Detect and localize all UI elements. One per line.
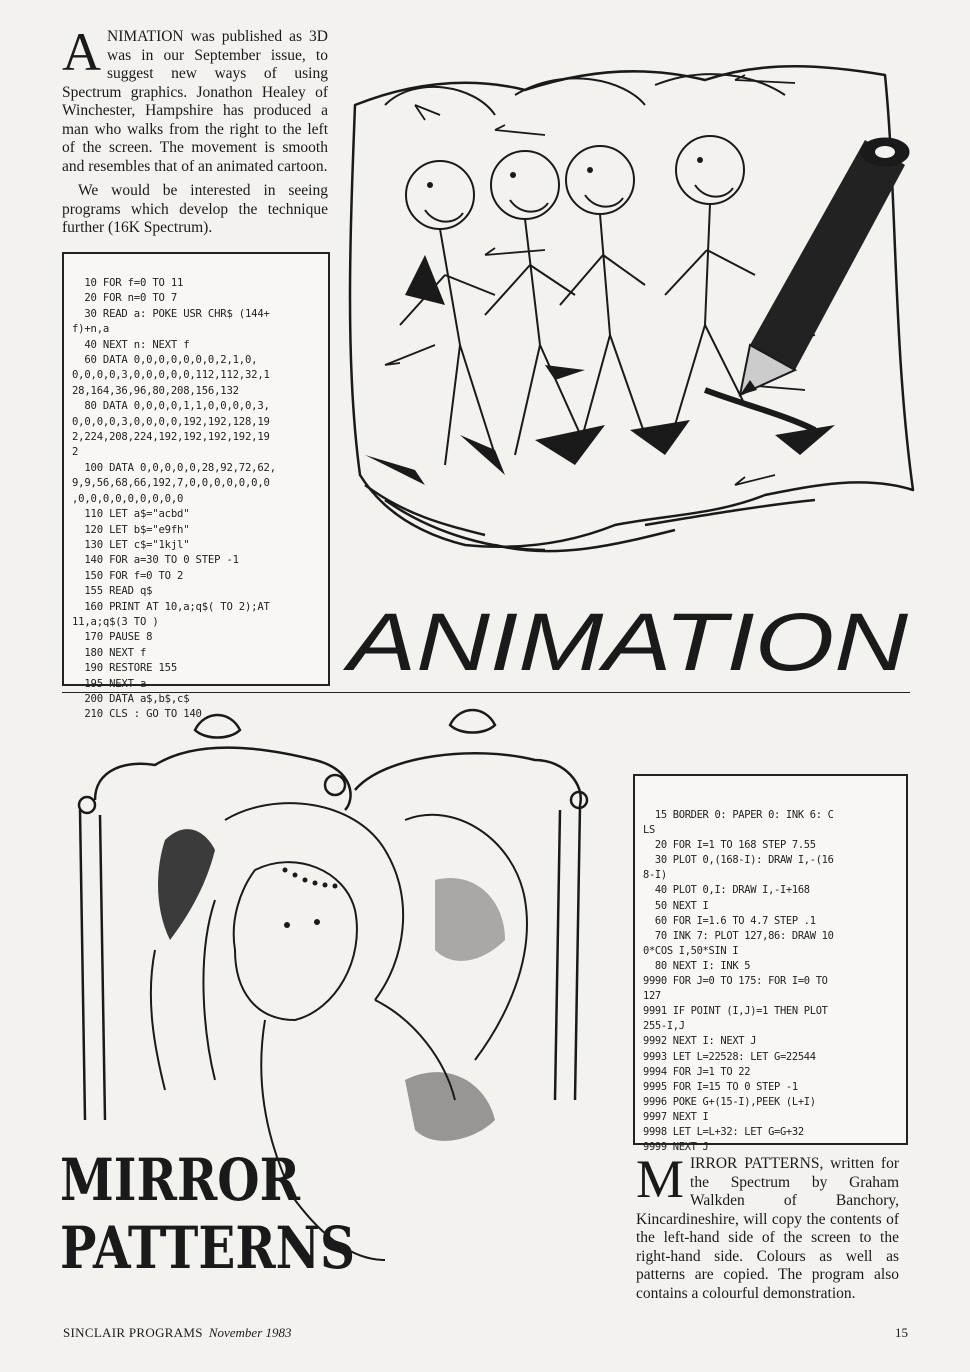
animation-dropcap: A [62,22,101,82]
mirror-title-line2: PATTERNS [60,1214,355,1282]
section-divider [62,692,910,693]
issue-date: November 1983 [208,1325,292,1340]
publication-name: SINCLAIR PROGRAMS [63,1325,203,1340]
mirror-dropcap: M [636,1149,685,1209]
mirror-patterns-description [636,1149,899,1303]
page-footer [63,1325,908,1341]
mirror-title-line1: MIRROR [60,1146,301,1214]
animation-intro-text: was published as 3D was in our September issue, to suggest new ways of using Spectrum graphics. Jonathon Healey of Winchester, Hampshire has produced a man who walks from the right to the left of the screen. The movement is smooth and resembles that of an animated cartoon. [62,28,328,175]
mirror-listing-code: 15 BORDER 0: PAPER 0: INK 6: C LS 20 FOR I=1 TO 168 STEP 7.55 30 PLOT 0,(168-I): DRAW I,-(16 8-I) 40 PLOT 0,I: DRAW I,-I+168 50 NEXT I 60 FOR I=1.6 TO 4.7 STEP .1 70 INK 7: PLOT 127,86: DRAW 10 0*COS I,50*SIN I 80 NEXT I: INK 5 9990 FOR J=0 TO 175: FOR I=0 TO 127 9991 IF POINT (I,J)=1 THEN PLOT 255-I,J 9992 NEXT I: NEXT J 9993 LET L=22528: LET G=22544 9994 FOR J=1 TO 22 9995 FOR I=15 TO 0 STEP -1 9996 POKE G+(15-I),PEEK (L+I) 9997 NEXT I 9998 LET L=L+32: LET G=G+32 9999 NEXT J [643,809,834,1154]
animation-intro-paragraph-1 [62,22,328,176]
animation-listing-code: 10 FOR f=0 TO 11 20 FOR n=0 TO 7 30 READ a: POKE USR CHR$ (144+ f)+n,a 40 NEXT n: NEXT f 60 DATA 0,0,0,0,0,0,0,2,1,0, 0,0,0,0,3,0,0,0,0,0,112,112,32,1 28,164,36,96,80,208,156,132 80 DATA 0,0,0,0,1,1,0,0,0,0,3, 0,0,0,0,3,0,0,0,0,192,192,128,19 2,224,208,224,192,192,192,192,19 2 100 DATA 0,0,0,0,0,28,92,72,62, 9,9,56,68,66,192,7,0,0,0,0,0,0,0 ,0,0,0,0,0,0,0,0,0 110 LET a$="acbd" 120 LET b$="e9fh" 130 LET c$="1kjl" 140 FOR a=30 TO 0 STEP -1 150 FOR f=0 TO 2 155 READ q$ 160 PRINT AT 10,a;q$( TO 2);AT 11,a;q$(3 TO ) 170 PAUSE 8 180 NEXT f 190 RESTORE 155 195 NEXT a 200 DATA a$,b$,c$ 210 CLS : GO TO 140 [72,277,276,721]
mirror-patterns-title [55,1140,365,1280]
mirror-text-body: written for the Spectrum by Graham Walkden of Banchory, Kincardineshire, will copy the contents of the left-hand side of the screen to the right-hand side. Colours as well as patterns are copied. The program also contains a colourful demonstration. [636,1155,899,1302]
animation-title [340,597,915,688]
page-number: 15 [895,1325,908,1340]
animation-illustration [345,45,915,565]
animation-title-text: ANIMATION [341,597,909,688]
animation-intro-paragraph-2: We would be interested in seeing programs which develop the technique further (16K Spectrum). [62,182,328,236]
mirror-text-caps: IRROR PATTERNS, [690,1155,824,1172]
mirror-patterns-program-listing [633,774,908,1154]
animation-intro-caps: NIMATION [107,28,184,45]
animation-program-listing [62,252,330,721]
animation-intro [62,22,328,244]
